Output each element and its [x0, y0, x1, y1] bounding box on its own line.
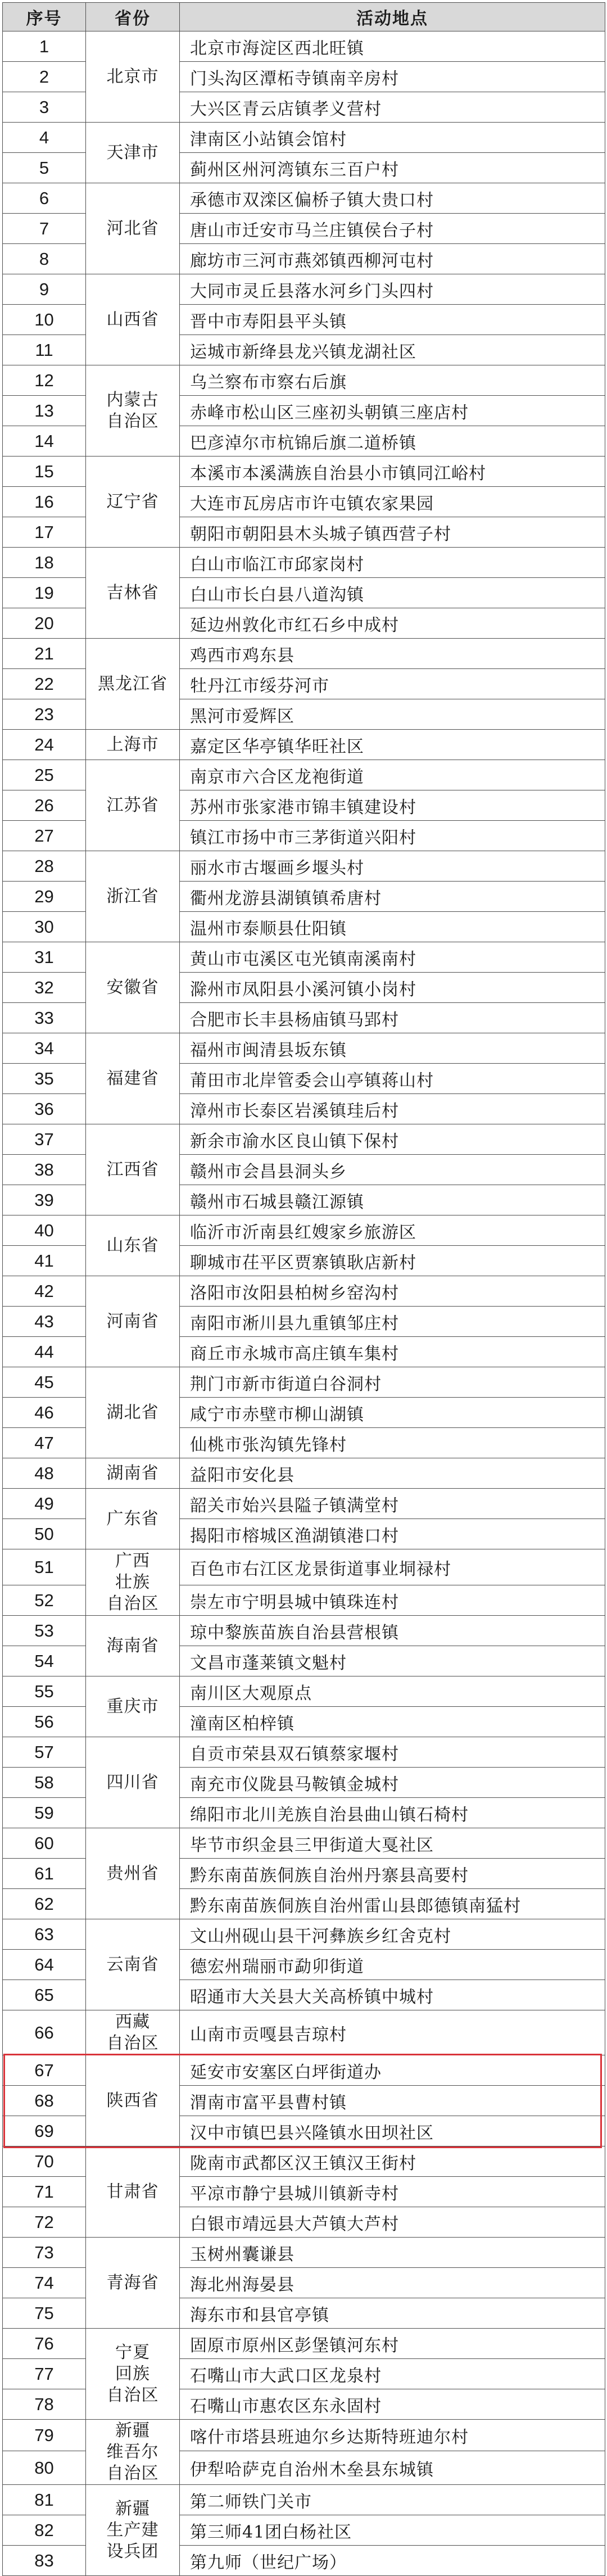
header-index: 序号 [3, 3, 86, 31]
row-index: 12 [3, 365, 86, 396]
activity-site: 黄山市屯溪区屯光镇南溪南村 [180, 942, 605, 973]
activity-site: 德宏州瑞丽市勐卯街道 [180, 1950, 605, 1980]
province-cell: 辽宁省 [86, 457, 180, 548]
activity-site: 喀什市塔县班迪尔乡达斯特班迪尔村 [180, 2420, 605, 2451]
activity-site: 玉树州囊谦县 [180, 2238, 605, 2268]
activity-site: 赣州市石城县赣江源镇 [180, 1185, 605, 1215]
table-row [3, 639, 605, 669]
table-row [3, 1124, 605, 1155]
row-index: 60 [3, 1828, 86, 1859]
province-cell: 黑龙江省 [86, 639, 180, 730]
row-index: 66 [3, 2010, 86, 2055]
activity-site: 滁州市凤阳县小溪河镇小岗村 [180, 973, 605, 1003]
activity-site: 固原市原州区彭堡镇河东村 [180, 2329, 605, 2359]
province-cell: 湖北省 [86, 1367, 180, 1458]
row-index: 57 [3, 1737, 86, 1768]
province-name-part: 新疆 [115, 2420, 150, 2441]
activity-site: 衢州龙游县湖镇镇希唐村 [180, 882, 605, 912]
activity-site: 晋中市寿阳县平头镇 [180, 305, 605, 335]
province-name-part: 回族 [115, 2363, 150, 2384]
province-name-part: 自治区 [106, 1593, 159, 1614]
activity-site: 韶关市始兴县隘子镇满堂村 [180, 1489, 605, 1519]
row-index: 67 [3, 2055, 86, 2086]
activity-sites-table [2, 2, 605, 2576]
activity-site: 荆门市新市街道白谷洞村 [180, 1367, 605, 1398]
activity-site: 蓟州区州河湾镇东三百户村 [180, 153, 605, 183]
activity-site: 白山市临江市邱家岗村 [180, 548, 605, 578]
row-index: 39 [3, 1185, 86, 1215]
province-cell: 山东省 [86, 1215, 180, 1276]
table-row [3, 1458, 605, 1489]
activity-site: 自贡市荣县双石镇蔡家堰村 [180, 1737, 605, 1768]
row-index: 27 [3, 821, 86, 851]
row-index: 44 [3, 1337, 86, 1367]
activity-site: 乌兰察布市察右后旗 [180, 365, 605, 396]
row-index: 50 [3, 1519, 86, 1549]
activity-site: 新余市渝水区良山镇下保村 [180, 1124, 605, 1155]
province-cell: 天津市 [86, 123, 180, 183]
activity-site: 琼中黎族苗族自治县营根镇 [180, 1616, 605, 1646]
activity-site: 福州市闽清县坂东镇 [180, 1033, 605, 1064]
table-row [3, 548, 605, 578]
province-cell: 上海市 [86, 730, 180, 760]
row-index: 29 [3, 882, 86, 912]
province-name-part: 生产建 [106, 2520, 159, 2540]
activity-site: 承德市双滦区偏桥子镇大贵口村 [180, 183, 605, 214]
activity-site: 毕节市织金县三甲街道大戛社区 [180, 1828, 605, 1859]
row-index: 79 [3, 2420, 86, 2451]
table-row [3, 942, 605, 973]
row-index: 13 [3, 396, 86, 426]
activity-site: 黑河市爱辉区 [180, 699, 605, 730]
table-row [3, 2485, 605, 2515]
province-cell: 陕西省 [86, 2055, 180, 2146]
activity-site: 漳州市长泰区岩溪镇珪后村 [180, 1094, 605, 1124]
row-index: 81 [3, 2485, 86, 2515]
activity-site: 百色市右江区龙景街道事业垌禄村 [180, 1549, 605, 1585]
activity-site: 莆田市北岸管委会山亭镇蒋山村 [180, 1064, 605, 1094]
province-name-part: 宁夏 [115, 2342, 150, 2362]
activity-site: 临沂市沂南县红嫂家乡旅游区 [180, 1215, 605, 1246]
province-name-part: 自治区 [106, 2463, 159, 2483]
row-index: 35 [3, 1064, 86, 1094]
row-index: 31 [3, 942, 86, 973]
activity-site: 津南区小站镇会馆村 [180, 123, 605, 153]
table-row [3, 2329, 605, 2359]
activity-site: 运城市新绛县龙兴镇龙湖社区 [180, 335, 605, 365]
row-index: 71 [3, 2177, 86, 2207]
table-row [3, 2010, 605, 2055]
table-row [3, 457, 605, 487]
activity-site: 绵阳市北川羌族自治县曲山镇石椅村 [180, 1798, 605, 1828]
activity-site: 白银市靖远县大芦镇大芦村 [180, 2207, 605, 2238]
activity-site: 镇江市扬中市三茅街道兴阳村 [180, 821, 605, 851]
table-row [3, 123, 605, 153]
row-index: 54 [3, 1646, 86, 1676]
row-index: 76 [3, 2329, 86, 2359]
activity-site: 廊坊市三河市燕郊镇西柳河屯村 [180, 244, 605, 274]
row-index: 70 [3, 2146, 86, 2177]
row-index: 40 [3, 1215, 86, 1246]
row-index: 7 [3, 214, 86, 244]
activity-site: 山南市贡嘎县吉琼村 [180, 2010, 605, 2055]
province-cell: 河南省 [86, 1276, 180, 1367]
table-row [3, 1276, 605, 1307]
table-row [3, 2238, 605, 2268]
row-index: 33 [3, 1003, 86, 1033]
table-row [3, 365, 605, 396]
row-index: 6 [3, 183, 86, 214]
row-index: 8 [3, 244, 86, 274]
row-index: 48 [3, 1458, 86, 1489]
row-index: 51 [3, 1549, 86, 1585]
row-index: 65 [3, 1980, 86, 2010]
row-index: 80 [3, 2451, 86, 2485]
activity-site: 渭南市富平县曹村镇 [180, 2086, 605, 2116]
province-name-part: 壮族 [115, 1572, 150, 1592]
row-index: 30 [3, 912, 86, 942]
activity-site: 商丘市永城市高庄镇车集村 [180, 1337, 605, 1367]
row-index: 15 [3, 457, 86, 487]
table-body [3, 31, 605, 2576]
activity-site: 延边州敦化市红石乡中成村 [180, 608, 605, 639]
row-index: 17 [3, 517, 86, 548]
table-row [3, 1033, 605, 1064]
row-index: 9 [3, 274, 86, 305]
row-index: 28 [3, 851, 86, 882]
activity-site: 黔东南苗族侗族自治州雷山县郎德镇南猛村 [180, 1889, 605, 1919]
row-index: 55 [3, 1676, 86, 1707]
row-index: 58 [3, 1768, 86, 1798]
row-index: 46 [3, 1398, 86, 1428]
province-name-part: 维吾尔 [106, 2442, 159, 2462]
activity-site: 海东市和县官亭镇 [180, 2298, 605, 2329]
activity-site: 南阳市淅川县九重镇邹庄村 [180, 1307, 605, 1337]
row-index: 61 [3, 1859, 86, 1889]
activity-site: 牡丹江市绥芬河市 [180, 669, 605, 699]
row-index: 5 [3, 153, 86, 183]
row-index: 53 [3, 1616, 86, 1646]
province-cell: 青海省 [86, 2238, 180, 2329]
row-index: 32 [3, 973, 86, 1003]
province-cell: 四川省 [86, 1737, 180, 1828]
activity-site: 唐山市迁安市马兰庄镇侯台子村 [180, 214, 605, 244]
table-row [3, 851, 605, 882]
row-index: 24 [3, 730, 86, 760]
row-index: 49 [3, 1489, 86, 1519]
activity-site: 赣州市会昌县洞头乡 [180, 1155, 605, 1185]
row-index: 52 [3, 1585, 86, 1616]
row-index: 26 [3, 790, 86, 821]
province-cell: 海南省 [86, 1616, 180, 1676]
row-index: 73 [3, 2238, 86, 2268]
activity-site: 黔东南苗族侗族自治州丹寨县高要村 [180, 1859, 605, 1889]
row-index: 41 [3, 1246, 86, 1276]
row-index: 64 [3, 1950, 86, 1980]
row-index: 18 [3, 548, 86, 578]
activity-site: 赤峰市松山区三座初头朝镇三座店村 [180, 396, 605, 426]
row-index: 59 [3, 1798, 86, 1828]
row-index: 42 [3, 1276, 86, 1307]
province-cell [86, 2010, 180, 2055]
row-index: 45 [3, 1367, 86, 1398]
province-name-part: 设兵团 [106, 2541, 159, 2561]
activity-site: 北京市海淀区西北旺镇 [180, 31, 605, 62]
row-index: 1 [3, 31, 86, 62]
table-row [3, 1737, 605, 1768]
row-index: 34 [3, 1033, 86, 1064]
row-index: 78 [3, 2389, 86, 2420]
row-index: 43 [3, 1307, 86, 1337]
province-cell: 安徽省 [86, 942, 180, 1033]
activity-site: 潼南区柏梓镇 [180, 1707, 605, 1737]
row-index: 22 [3, 669, 86, 699]
activity-site: 温州市泰顺县仕阳镇 [180, 912, 605, 942]
activity-site: 丽水市古堰画乡堰头村 [180, 851, 605, 882]
activity-site: 石嘴山市惠农区东永固村 [180, 2389, 605, 2420]
activity-site: 益阳市安化县 [180, 1458, 605, 1489]
table-row [3, 760, 605, 790]
activity-site: 本溪市本溪满族自治县小市镇同江峪村 [180, 457, 605, 487]
activity-site: 门头沟区潭柘寺镇南辛房村 [180, 62, 605, 92]
row-index: 72 [3, 2207, 86, 2238]
activity-site: 伊犁哈萨克自治州木垒县东城镇 [180, 2451, 605, 2485]
province-cell [86, 1549, 180, 1616]
table-row [3, 1676, 605, 1707]
table-row [3, 183, 605, 214]
province-cell: 云南省 [86, 1919, 180, 2010]
row-index: 47 [3, 1428, 86, 1458]
row-index: 82 [3, 2515, 86, 2546]
activity-site: 合肥市长丰县杨庙镇马郢村 [180, 1003, 605, 1033]
row-index: 10 [3, 305, 86, 335]
province-name-part: 内蒙古 [106, 390, 159, 410]
table-row [3, 2420, 605, 2451]
table-row [3, 1367, 605, 1398]
row-index: 2 [3, 62, 86, 92]
province-cell: 福建省 [86, 1033, 180, 1124]
row-index: 25 [3, 760, 86, 790]
activity-site: 朝阳市朝阳县木头城子镇西营子村 [180, 517, 605, 548]
activity-site: 南川区大观原点 [180, 1676, 605, 1707]
province-cell: 贵州省 [86, 1828, 180, 1919]
row-index: 23 [3, 699, 86, 730]
row-index: 14 [3, 426, 86, 457]
row-index: 77 [3, 2359, 86, 2389]
activity-site: 陇南市武都区汉王镇汉王街村 [180, 2146, 605, 2177]
activity-site: 揭阳市榕城区渔湖镇港口村 [180, 1519, 605, 1549]
activity-site: 苏州市张家港市锦丰镇建设村 [180, 790, 605, 821]
activity-site: 南京市六合区龙袍街道 [180, 760, 605, 790]
province-cell [86, 2329, 180, 2420]
province-cell: 河北省 [86, 183, 180, 274]
activity-site: 巴彦淖尔市杭锦后旗二道桥镇 [180, 426, 605, 457]
table-row [3, 2146, 605, 2177]
activity-site: 仙桃市张沟镇先锋村 [180, 1428, 605, 1458]
row-index: 74 [3, 2268, 86, 2298]
table-row [3, 1215, 605, 1246]
province-cell: 湖南省 [86, 1458, 180, 1489]
province-name-part: 自治区 [106, 411, 159, 431]
province-name-part: 自治区 [106, 2385, 159, 2405]
table-row [3, 730, 605, 760]
row-index: 19 [3, 578, 86, 608]
row-index: 38 [3, 1155, 86, 1185]
province-cell [86, 2485, 180, 2576]
activity-site: 文昌市蓬莱镇文魁村 [180, 1646, 605, 1676]
table-row [3, 1828, 605, 1859]
row-index: 68 [3, 2086, 86, 2116]
activity-site: 第九师（世纪广场） [180, 2546, 605, 2576]
row-index: 56 [3, 1707, 86, 1737]
row-index: 37 [3, 1124, 86, 1155]
activity-site: 洛阳市汝阳县柏树乡窑沟村 [180, 1276, 605, 1307]
row-index: 83 [3, 2546, 86, 2576]
province-cell [86, 2420, 180, 2485]
table-row [3, 1616, 605, 1646]
activity-site: 大兴区青云店镇孝义营村 [180, 92, 605, 123]
province-cell: 江苏省 [86, 760, 180, 851]
table-row [3, 1919, 605, 1950]
province-cell: 山西省 [86, 274, 180, 365]
header-province: 省份 [86, 3, 180, 31]
activity-site: 白山市长白县八道沟镇 [180, 578, 605, 608]
row-index: 16 [3, 487, 86, 517]
row-index: 36 [3, 1094, 86, 1124]
activity-site: 第二师铁门关市 [180, 2485, 605, 2515]
row-index: 69 [3, 2116, 86, 2146]
province-cell: 北京市 [86, 31, 180, 123]
activity-site: 第三师41团白杨社区 [180, 2515, 605, 2546]
activity-site: 嘉定区华亭镇华旺社区 [180, 730, 605, 760]
province-name-part: 自治区 [106, 2033, 159, 2053]
activity-site: 汉中市镇巴县兴隆镇水田坝社区 [180, 2116, 605, 2146]
activity-site: 大同市灵丘县落水河乡门头四村 [180, 274, 605, 305]
activity-site: 昭通市大关县大关高桥镇中城村 [180, 1980, 605, 2010]
activity-site: 聊城市茌平区贾寨镇耿店新村 [180, 1246, 605, 1276]
activity-site: 文山州砚山县干河彝族乡红舍克村 [180, 1919, 605, 1950]
row-index: 75 [3, 2298, 86, 2329]
province-name-part: 新疆 [115, 2498, 150, 2519]
table-row [3, 2055, 605, 2086]
row-index: 62 [3, 1889, 86, 1919]
province-cell [86, 365, 180, 457]
table-row [3, 1549, 605, 1585]
row-index: 11 [3, 335, 86, 365]
row-index: 3 [3, 92, 86, 123]
header-site: 活动地点 [180, 3, 605, 31]
activity-site: 平凉市静宁县城川镇新寺村 [180, 2177, 605, 2207]
activity-site: 咸宁市赤壁市柳山湖镇 [180, 1398, 605, 1428]
table-row [3, 1489, 605, 1519]
table-row [3, 274, 605, 305]
row-index: 63 [3, 1919, 86, 1950]
province-cell: 甘肃省 [86, 2146, 180, 2238]
row-index: 4 [3, 123, 86, 153]
province-name-part: 西藏 [115, 2012, 150, 2032]
province-cell: 广东省 [86, 1489, 180, 1549]
province-cell: 江西省 [86, 1124, 180, 1215]
row-index: 21 [3, 639, 86, 669]
province-name-part: 广西 [115, 1551, 150, 1571]
activity-site: 大连市瓦房店市许屯镇农家果园 [180, 487, 605, 517]
activity-site: 石嘴山市大武口区龙泉村 [180, 2359, 605, 2389]
province-cell: 浙江省 [86, 851, 180, 942]
row-index: 20 [3, 608, 86, 639]
activity-site: 海北州海晏县 [180, 2268, 605, 2298]
table-header-row [3, 3, 605, 31]
province-cell: 重庆市 [86, 1676, 180, 1737]
table-row [3, 31, 605, 62]
activity-site: 鸡西市鸡东县 [180, 639, 605, 669]
activity-site: 崇左市宁明县城中镇珠连村 [180, 1585, 605, 1616]
activity-site: 南充市仪陇县马鞍镇金城村 [180, 1768, 605, 1798]
activity-site: 延安市安塞区白坪街道办 [180, 2055, 605, 2086]
province-cell: 吉林省 [86, 548, 180, 639]
